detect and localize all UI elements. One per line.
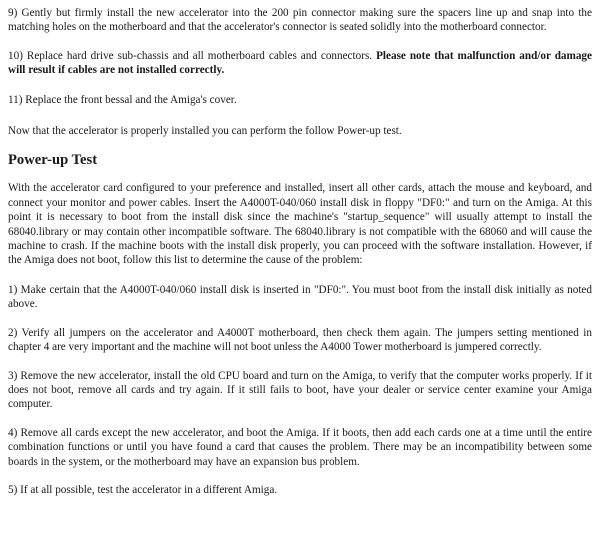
step-10-text: 10) Replace hard drive sub-chassis and all motherboard cables and connectors. <box>8 49 377 62</box>
list-item-3: 3) Remove the new accelerator, install the old CPU board and turn on the Amiga, to verify that the computer works properly. If it does not boot, remove all cards and try again. If it still fails to boot, have your dealer or service center examine your Amiga computer. <box>8 369 592 411</box>
section-heading: Power-up Test <box>8 152 98 169</box>
list-item-5: 5) If at all possible, test the accelerator in a different Amiga. <box>8 483 278 496</box>
list-item-4: 4) Remove all cards except the new accelerator, and boot the Amiga. If it boots, then add each cards one at a time until the entire combination functions or until you have found a card that causes the problem. There may be an incompatibility between some boards in the system, or the motherboard may have an expansion bus problem. <box>8 426 592 468</box>
list-item-1: 1) Make certain that the A4000T-040/060 install disk is inserted in "DF0:". You must boot from the install disk initially as noted above. <box>8 283 592 311</box>
list-item-2: 2) Verify all jumpers on the accelerator and A4000T motherboard, then check them again. The jumpers setting mentioned in chapter 4 are very important and the machine will not boot unless the A4000 Tower motherboard is jumpered correctly. <box>8 326 592 354</box>
power-up-paragraph: With the accelerator card configured to your preference and installed, insert all other cards, attach the mouse and keyboard, and connect your monitor and power cables. Insert the A4000T-040/060 install disk in floppy "DF0:" and turn on the Amiga. At this point it is necessary to boot from the install disk since the machine's "startup_sequence" will usually attempt to install the 68040.library or may contain other incompatible software. The 68040.library is not compatible with the 68060 and will cause the machine to crash. If the machine boots with the install disk properly, you can proceed with the software installation. However, if the Amiga does not boot, follow this list to determine the cause of the problem: <box>8 182 592 267</box>
step-10-paragraph <box>8 49 592 78</box>
step-10-warning: Please note that malfunction and/or damage will result if cables are not installed correctly. <box>8 49 592 77</box>
intro-paragraph: Now that the accelerator is properly installed you can perform the follow Power-up test. <box>8 125 402 138</box>
step-9-paragraph: 9) Gently but firmly install the new accelerator into the 200 pin connector making sure the spacers line up and snap into the matching holes on the motherboard and that the accelerator's connector is seated solidly into the motherboard connector. <box>8 7 592 34</box>
step-11-paragraph: 11) Replace the front bessal and the Amiga's cover. <box>8 93 237 106</box>
